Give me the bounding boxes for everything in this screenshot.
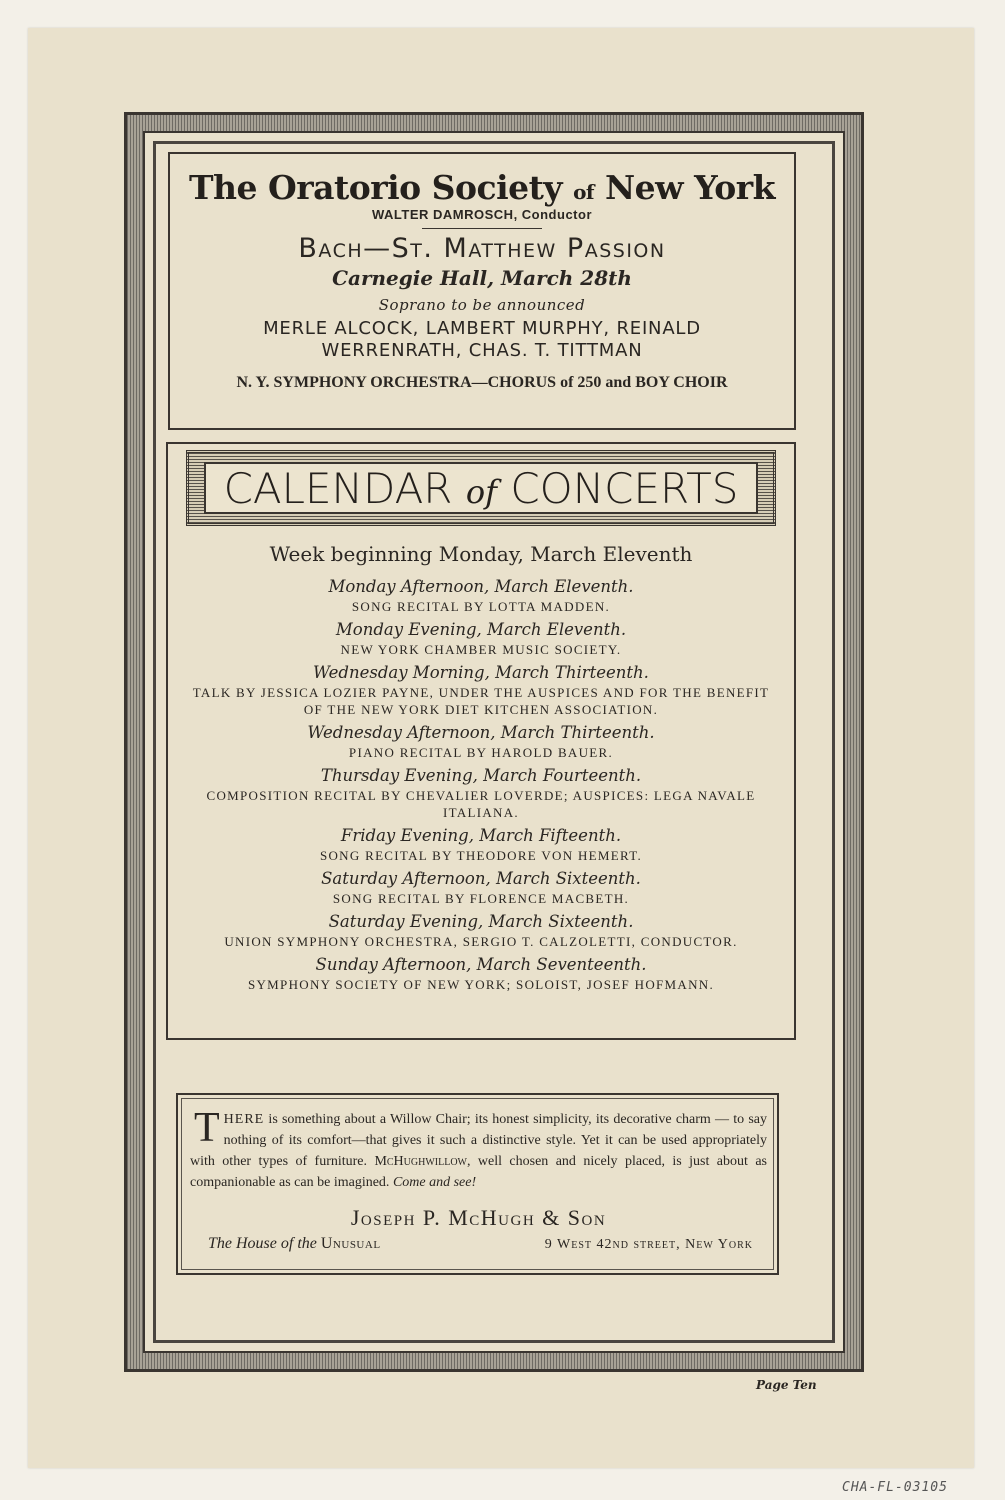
- concert-description: UNION SYMPHONY ORCHESTRA, SERGIO T. CALZOLETTI, CONDUCTOR.: [224, 934, 738, 949]
- concert-description: SONG RECITAL BY FLORENCE MACBETH.: [332, 891, 630, 906]
- banner-plate: [204, 462, 758, 514]
- concert-description: SONG RECITAL BY LOTTA MADDEN.: [351, 599, 611, 614]
- concert-description: PIANO RECITAL BY HAROLD BAUER.: [348, 745, 614, 760]
- title-main: The Oratorio Society: [188, 168, 563, 207]
- concert-entry: [168, 911, 794, 950]
- concert-description: SYMPHONY SOCIETY OF NEW YORK; SOLOIST, JOSEF HOFMANN.: [247, 977, 715, 992]
- title-end: New York: [605, 168, 776, 207]
- ad-house-unusual: Unusual: [320, 1235, 381, 1252]
- concert-entry: [168, 722, 794, 761]
- ad-closing: Come and see!: [392, 1175, 477, 1190]
- venue-date: Carnegie Hall, March 28th: [332, 266, 632, 290]
- calendar-banner: [186, 450, 776, 526]
- concert-description: NEW YORK CHAMBER MUSIC SOCIETY.: [340, 642, 622, 657]
- ad-body-part-1: is something about a Willow Chair; its honest simplicity, its decorative charm — to say nothing of its comfort—that gives it such a distinctive style. Yet it can be used appropriately with other types of furniture.: [190, 1112, 767, 1169]
- furniture-advertisement: [176, 1093, 779, 1275]
- concert-entry: [168, 576, 794, 615]
- ad-house-prefix: The House of the: [208, 1235, 317, 1252]
- concert-date: Wednesday Afternoon, March Thirteenth.: [307, 723, 655, 742]
- concert-date: Sunday Afternoon, March Seventeenth.: [315, 955, 647, 974]
- work-title: Bach—St. Matthew Passion: [298, 233, 666, 264]
- page-number: Page Ten: [756, 1378, 817, 1392]
- ad-dropcap: T: [194, 1105, 220, 1151]
- concert-date: Wednesday Morning, March Thirteenth.: [313, 663, 649, 682]
- concert-list: [168, 576, 794, 993]
- concert-entry: [168, 619, 794, 658]
- concert-description: TALK BY JESSICA LOZIER PAYNE, UNDER THE AUSPICES AND FOR THE BENEFIT OF THE NEW YORK DIET KITCHEN ASSOCIATION.: [192, 685, 770, 717]
- page-content: [157, 145, 831, 1339]
- oratorio-title: [170, 168, 794, 207]
- ad-house-line: [208, 1235, 381, 1253]
- concert-entry: [168, 765, 794, 821]
- concert-entry: [168, 954, 794, 993]
- concert-entry: [168, 868, 794, 907]
- oratorio-announcement: [168, 152, 796, 430]
- ad-address: 9 West 42nd street, New York: [544, 1237, 753, 1252]
- concert-entry: [168, 662, 794, 718]
- border-inner: [143, 131, 845, 1353]
- decorative-border: [124, 112, 864, 1372]
- concert-date: Saturday Afternoon, March Sixteenth.: [321, 869, 641, 888]
- ad-body: [190, 1105, 767, 1193]
- orchestra-chorus: N. Y. SYMPHONY ORCHESTRA—CHORUS of 250 and BOY CHOIR: [236, 374, 728, 391]
- concert-entry: [168, 825, 794, 864]
- concert-date: Monday Evening, March Eleventh.: [335, 620, 627, 639]
- title-of: of: [573, 180, 595, 204]
- ad-lead: HERE: [223, 1112, 265, 1127]
- concert-description: SONG RECITAL BY THEODORE VON HEMERT.: [319, 848, 643, 863]
- banner-left: CALENDAR: [223, 463, 453, 513]
- ad-brand: McHughwillow: [374, 1154, 467, 1169]
- conductor: WALTER DAMROSCH, Conductor: [371, 207, 593, 222]
- divider: [422, 228, 542, 229]
- concert-date: Friday Evening, March Fifteenth.: [340, 826, 622, 845]
- banner-title: [224, 464, 739, 513]
- concert-date: Thursday Evening, March Fourteenth.: [320, 766, 642, 785]
- banner-of: of: [465, 472, 497, 511]
- ad-footer: [190, 1235, 767, 1253]
- program-page: [28, 28, 974, 1495]
- banner-right: CONCERTS: [510, 463, 739, 513]
- calendar-of-concerts: [166, 442, 796, 1040]
- soloists-line-1: MERLE ALCOCK, LAMBERT MURPHY, REINALD: [263, 318, 701, 339]
- soloists-line-2: WERRENRATH, CHAS. T. TITTMAN: [321, 340, 643, 361]
- concert-description: COMPOSITION RECITAL BY CHEVALIER LOVERDE; AUSPICES: LEGA NAVALE ITALIANA.: [206, 788, 756, 820]
- concert-date: Monday Afternoon, March Eleventh.: [328, 577, 634, 596]
- catalog-number: CHA-FL-03105: [842, 1480, 948, 1495]
- concert-date: Saturday Evening, March Sixteenth.: [328, 912, 634, 931]
- soprano-note: Soprano to be announced: [378, 296, 586, 314]
- week-heading: Week beginning Monday, March Eleventh: [269, 542, 693, 566]
- ad-firm-name: Joseph P. McHugh & Son: [350, 1205, 607, 1230]
- soloists: [170, 318, 794, 362]
- ad-body-part-2: , well chosen and nicely placed, is just about as companionable as can be imagined.: [190, 1154, 767, 1190]
